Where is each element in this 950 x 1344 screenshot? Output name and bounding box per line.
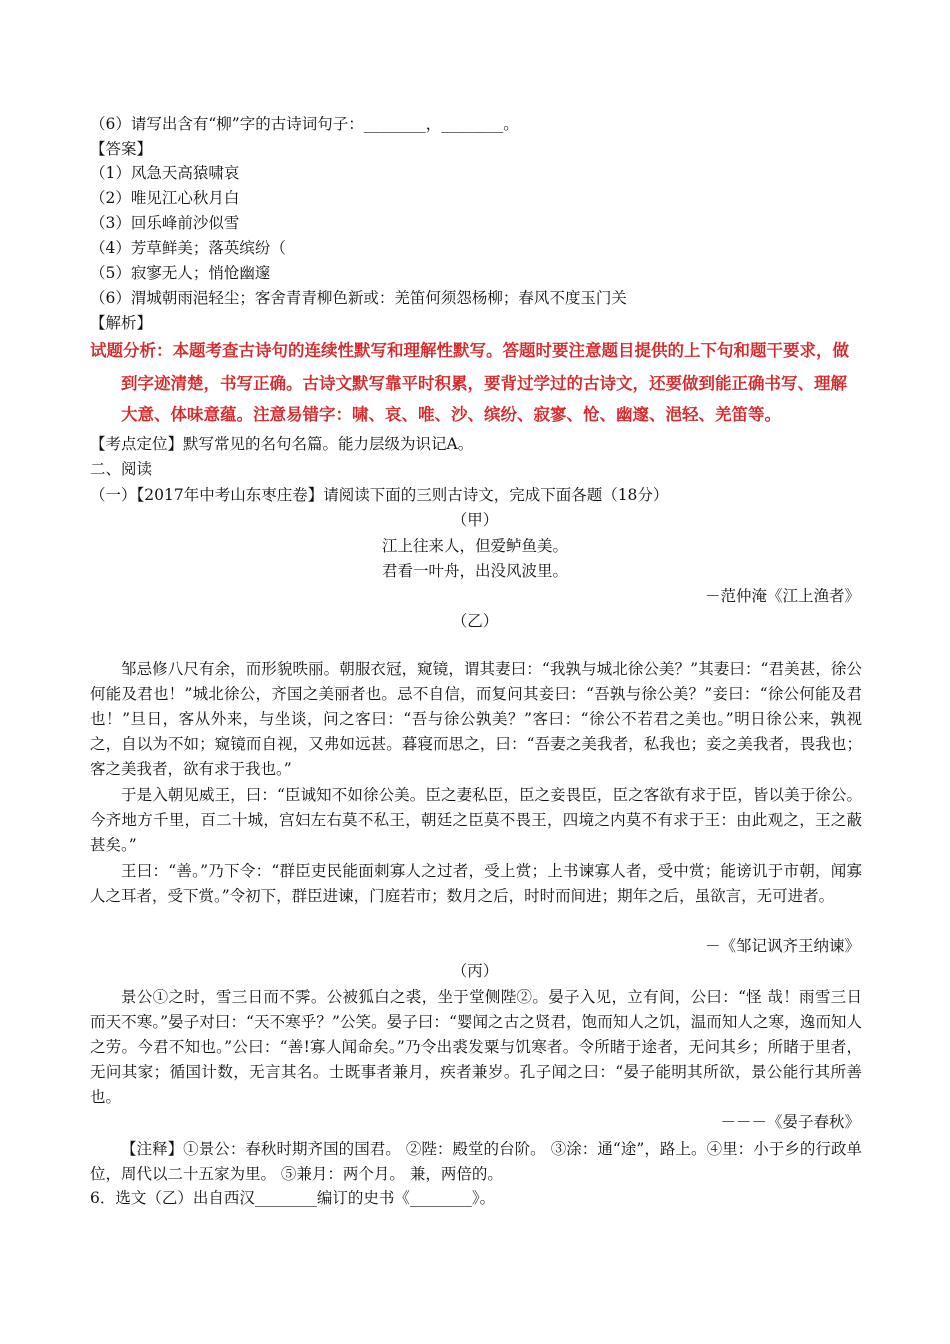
answer-item: （2）唯见江心秋月白 bbox=[90, 189, 240, 207]
knowledge-point: 【考点定位】默写常见的名句名篇。能力层级为识记A。 bbox=[90, 435, 474, 453]
answer-item: （6）渭城朝雨浥轻尘；客舍青青柳色新或：羌笛何须怨杨柳；春风不度玉门关 bbox=[90, 289, 627, 307]
reading-intro: （一）【2017年中考山东枣庄卷】请阅读下面的三则古诗文，完成下面各题（18分） bbox=[90, 486, 669, 504]
text-yi-paragraph: 邹忌修八尺有余，而形貌昳丽。朝服衣冠，窥镜，谓其妻曰：“我孰与城北徐公美？”其妻曰：“君美甚，徐公何能及君也！”城北徐公，齐国之美丽者也。忌不自信，而复问其妾曰：“吾孰与徐公美？”妾曰：“徐公何能及君也！”旦日，客从外来，与坐谈，问之客曰：“吾与徐公孰美？”客曰：“徐公不若君之美也。”明日徐公来，孰视之，自以为不如；窥镜而自视，又弗如远甚。暮寝而思之，曰：“吾妻之美我者，私我也；妾之美我者，畏我也；客之美我者，欲有求于我也。” bbox=[90, 660, 862, 778]
analysis-line: 试题分析：本题考查古诗句的连续性默写和理解性默写。答题时要注意题目提供的上下句和题干要求，做 bbox=[90, 341, 849, 360]
section-heading: 二、阅读 bbox=[90, 460, 153, 478]
poem-jia-label: （甲） bbox=[451, 511, 499, 529]
poem-line: 江上往来人，但爱鲈鱼美。 bbox=[381, 537, 568, 555]
analysis-line: 到字迹清楚，书写正确。古诗文默写靠平时积累，要背过学过的古诗文，还要做到能正确书写、理解 bbox=[121, 374, 847, 393]
text-yi-source: －《邹记讽齐王纳谏》 bbox=[704, 937, 860, 955]
answer-item: （1）风急天高猿啸哀 bbox=[90, 164, 240, 182]
annotation-note: 【注释】①景公：春秋时期齐国的国君。 ②陛：殿堂的台阶。 ③涂：通“途”，路上。④里：小于乡的行政单位，周代以二十五家为里。 ⑤兼月：两个月。 兼，两倍的。 bbox=[90, 1140, 862, 1183]
text-yi-label: （乙） bbox=[451, 612, 499, 630]
poem-source: －范仲淹《江上渔者》 bbox=[704, 587, 860, 605]
analysis-header: 【解析】 bbox=[90, 314, 153, 332]
poem-line: 君看一叶舟，出没风波里。 bbox=[381, 562, 568, 580]
answer-header: 【答案】 bbox=[90, 140, 153, 158]
question-6-prompt: （6）请写出含有“柳”字的古诗词句子：________，________。 bbox=[90, 115, 519, 133]
text-yi-paragraph: 王曰：“善。”乃下令：“群臣吏民能面刺寡人之过者，受上赏；上书谏寡人者，受中赏；能谤讥于市朝，闻寡人之耳者，受下赏。”令初下，群臣进谏，门庭若市；数月之后，时时而间进；期年之后，虽欲言，无可进者。 bbox=[90, 862, 862, 905]
answer-item: （4）芳草鲜美；落英缤纷（ bbox=[90, 239, 286, 257]
text-bing-label: （丙） bbox=[451, 962, 499, 980]
answer-item: （3）回乐峰前沙似雪 bbox=[90, 214, 240, 232]
answer-item: （5）寂寥无人；悄怆幽邃 bbox=[90, 264, 271, 282]
analysis-line: 大意、体味意蕴。注意易错字：啸、哀、唯、沙、缤纷、寂寥、怆、幽邃、浥轻、羌笛等。 bbox=[121, 405, 781, 424]
reading-question-6: 6．选文（乙）出自西汉________编订的史书《________》。 bbox=[90, 1189, 496, 1207]
text-bing-paragraph: 景公①之时，雪三日而不霁。公被狐白之裘，坐于堂侧陛②。晏子入见，立有间，公曰：“怪 哉！雨雪三日而天不寒。”晏子对曰：“天不寒乎？”公笑。晏子曰：“婴闻之古之贤君，饱而知人之饥，温而知人之寒，逸而知人之劳。今君不知也。”公曰：“善!寡人闻命矣。”乃令出裘发粟与饥寒者。令所睹于途者，无问其乡；所睹于里者，无问其家；循国计数，无言其名。士既事者兼月，疾者兼岁。孔子闻之曰：“晏子能明其所欲，景公能行其所善也。 bbox=[90, 988, 862, 1106]
text-bing-source: －－－《晏子春秋》 bbox=[720, 1113, 860, 1131]
text-yi-paragraph: 于是入朝见威王，曰：“臣诚知不如徐公美。臣之妻私臣，臣之妾畏臣，臣之客欲有求于臣，皆以美于徐公。今齐地方千里，百二十城，宫妇左右莫不私王，朝廷之臣莫不畏王，四境之内莫不有求于王：由此观之，王之蔽甚矣。” bbox=[90, 786, 862, 854]
